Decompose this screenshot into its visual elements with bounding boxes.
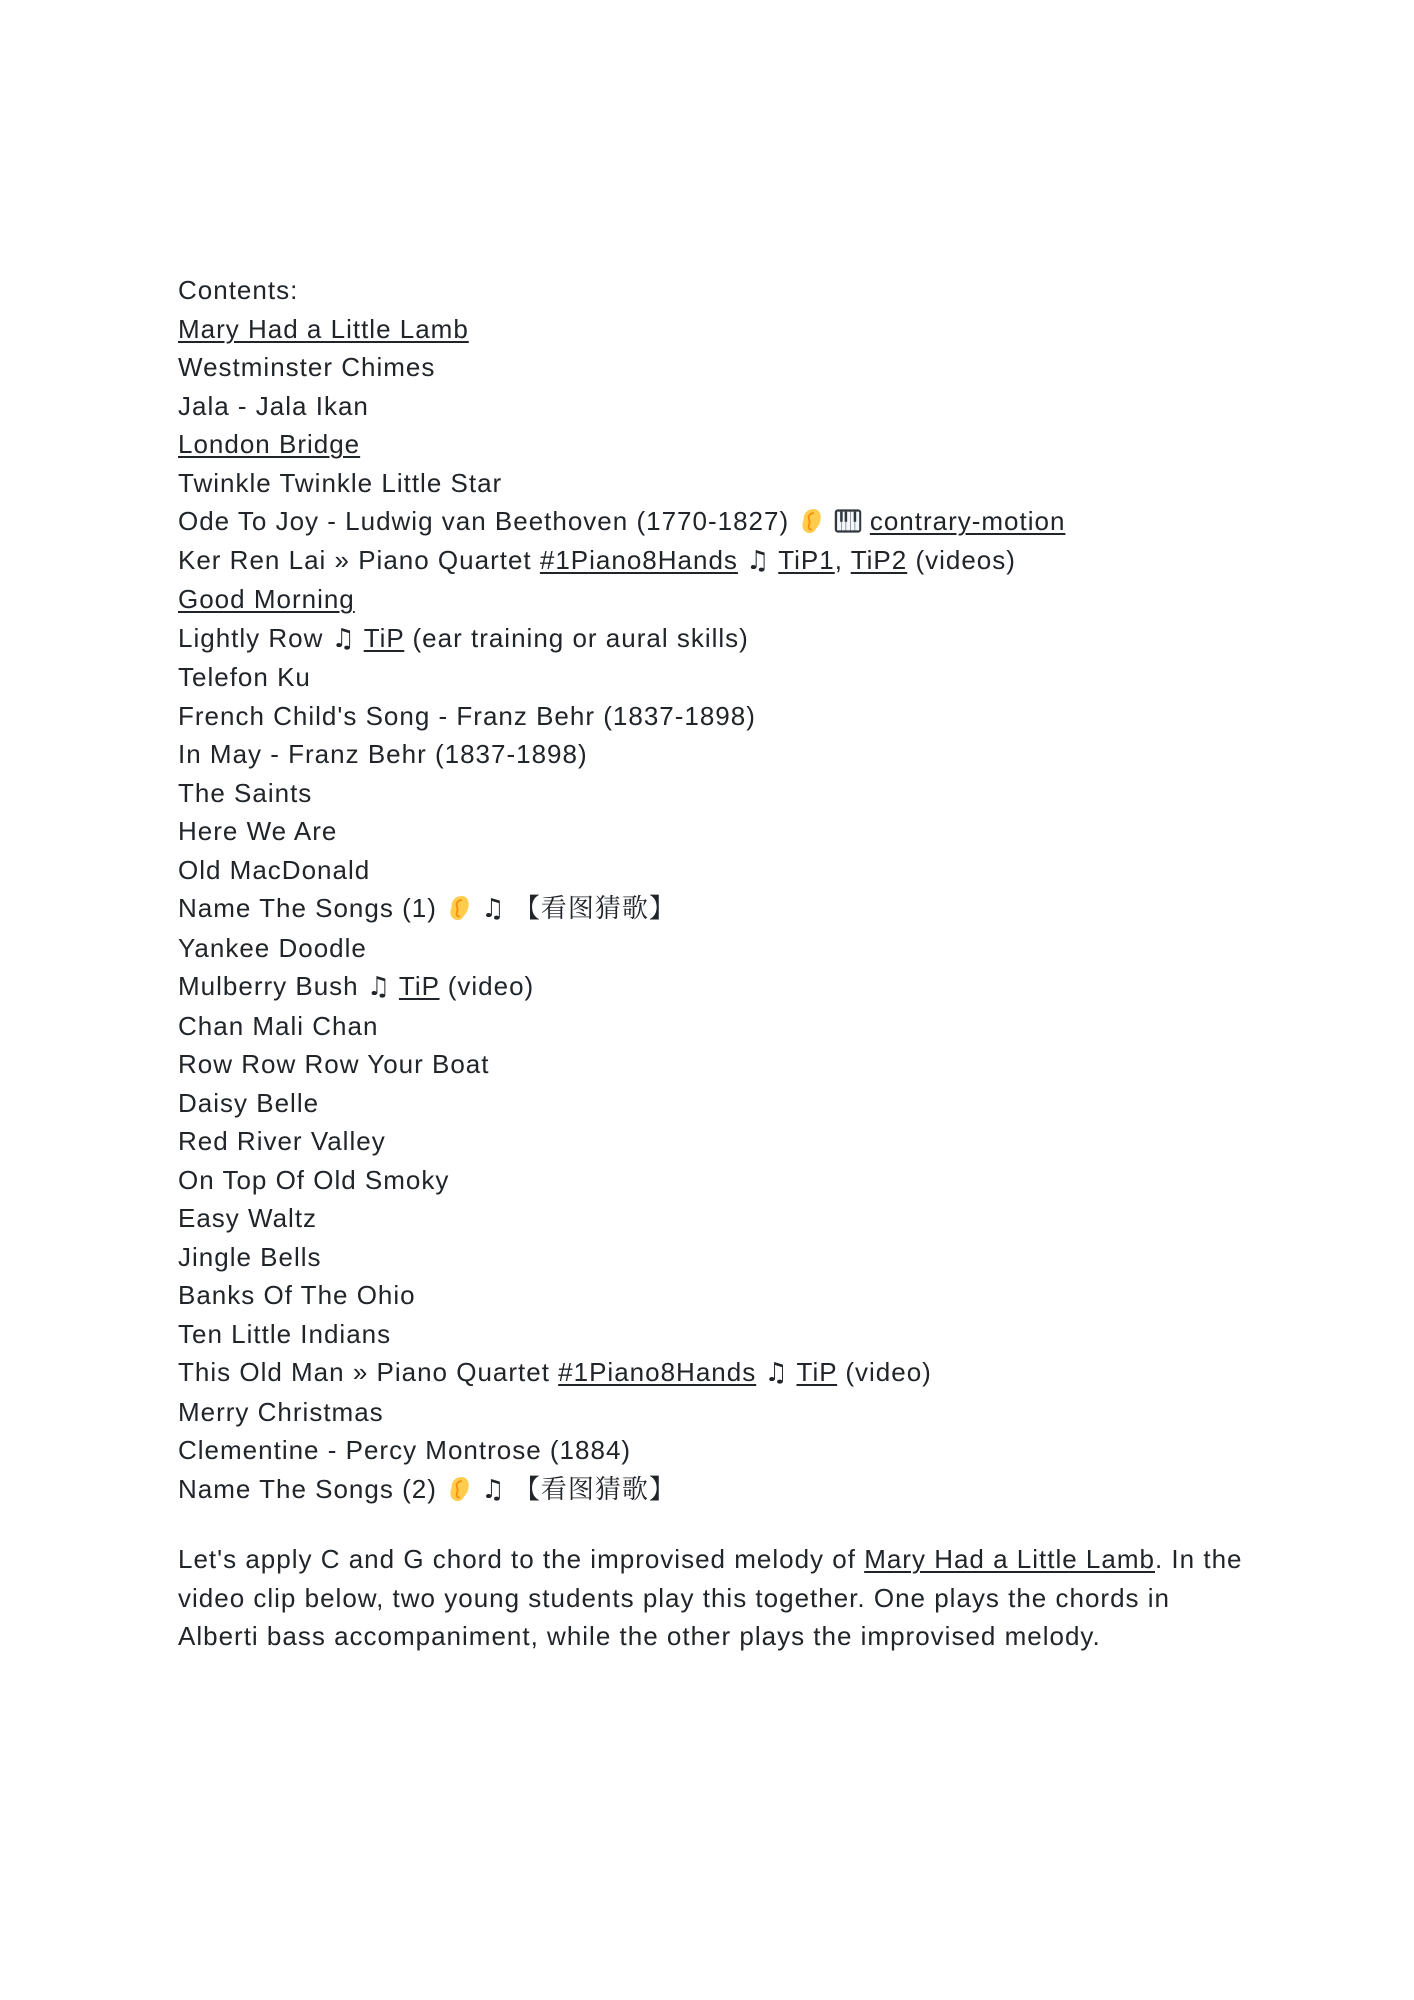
inline-link[interactable]: Good Morning — [178, 584, 355, 614]
inline-link[interactable]: London Bridge — [178, 429, 361, 459]
music-note-icon: ♫ — [331, 623, 356, 654]
list-item — [178, 387, 1256, 426]
list-item — [178, 774, 1256, 813]
inline-link[interactable]: TiP — [363, 622, 405, 653]
list-item — [178, 580, 1256, 619]
text-segment: Ode To Joy - Ludwig van Beethoven (1770-1827) — [178, 506, 798, 536]
inline-link[interactable]: TiP — [796, 1357, 838, 1387]
text-segment: Telefon Ku — [178, 662, 311, 692]
ear-icon — [797, 507, 825, 535]
list-item — [178, 1393, 1256, 1432]
text-segment — [738, 545, 746, 575]
text-segment: (video) — [837, 1357, 932, 1387]
text-segment — [391, 971, 399, 1001]
list-item — [178, 1431, 1256, 1470]
intro-paragraph — [178, 1540, 1256, 1656]
list-item — [178, 310, 1256, 349]
text-segment: (ear training or aural skills) — [404, 622, 749, 653]
text-segment: Name The Songs (1) — [178, 893, 446, 923]
music-note-icon: ♫ — [746, 545, 771, 576]
contents-list — [178, 310, 1256, 1510]
music-note-icon: ♫ — [366, 972, 392, 1002]
text-segment: Mulberry Bush — [178, 971, 367, 1001]
text-segment: Daisy Belle — [178, 1087, 320, 1118]
list-item — [178, 1045, 1256, 1084]
text-segment: Jala - Jala Ikan — [178, 390, 369, 421]
text-segment: In May - Franz Behr (1837-1898) — [178, 739, 588, 769]
list-item — [178, 1199, 1256, 1238]
text-segment: (video) — [439, 971, 535, 1001]
music-note-icon: ♫ — [481, 1474, 506, 1505]
text-segment: Westminster Chimes — [178, 352, 436, 382]
text-segment: Twinkle Twinkle Little Star — [178, 467, 503, 498]
list-item — [178, 658, 1256, 697]
text-segment: Clementine - Percy Montrose (1884) — [178, 1435, 632, 1465]
text-segment: Old MacDonald — [178, 854, 371, 885]
text-segment: Let's apply C and G chord to the improvised melody of — [178, 1544, 865, 1574]
text-segment: Ten Little Indians — [178, 1318, 392, 1349]
list-item — [178, 541, 1256, 581]
musical-keyboard-icon — [834, 507, 862, 535]
list-item — [178, 1276, 1256, 1315]
inline-link[interactable]: #1Piano8Hands — [539, 544, 738, 575]
list-item — [178, 1470, 1256, 1510]
inline-link[interactable]: TiP1 — [778, 544, 835, 575]
text-segment: French Child's Song - Franz Behr (1837-1898) — [178, 700, 756, 731]
list-item — [178, 1122, 1256, 1161]
inline-link[interactable]: TiP2 — [850, 544, 908, 575]
music-note-icon: ♫ — [481, 894, 506, 924]
inline-link[interactable]: contrary-motion — [869, 506, 1066, 536]
text-segment: 【看图猜歌】 — [505, 1473, 676, 1504]
text-segment: Here We Are — [178, 816, 338, 846]
ear-icon — [445, 894, 473, 922]
text-segment — [356, 623, 364, 653]
list-item — [178, 1353, 1256, 1393]
list-item — [178, 502, 1256, 541]
list-item — [178, 1007, 1256, 1046]
ear-icon — [445, 1475, 473, 1503]
list-item — [178, 697, 1256, 736]
text-segment: (videos) — [907, 544, 1016, 575]
list-item — [178, 425, 1256, 464]
inline-link[interactable]: TiP — [398, 971, 440, 1001]
list-item — [178, 619, 1256, 659]
list-item — [178, 1161, 1256, 1200]
text-segment: On Top Of Old Smoky — [178, 1164, 450, 1195]
text-segment: Jingle Bells — [178, 1241, 322, 1272]
list-item — [178, 889, 1256, 929]
text-segment: . In the video clip below, two young students play this together. One plays the chords in Alberti bass accompaniment, while the other plays the improvised melody. — [178, 1544, 1243, 1651]
list-item — [178, 1315, 1256, 1354]
list-item — [178, 1084, 1256, 1123]
text-segment: Yankee Doodle — [178, 932, 367, 963]
inline-link[interactable]: #1Piano8Hands — [558, 1357, 757, 1387]
text-segment: Red River Valley — [178, 1126, 386, 1156]
list-item — [178, 735, 1256, 774]
contents-heading: Contents: — [178, 275, 299, 305]
text-segment: Chan Mali Chan — [178, 1010, 379, 1041]
list-item — [178, 812, 1256, 851]
list-item — [178, 464, 1256, 503]
list-item — [178, 1238, 1256, 1277]
text-segment: , — [834, 544, 851, 575]
text-segment: Name The Songs (2) — [178, 1473, 446, 1504]
text-segment: Ker Ren Lai » Piano Quartet — [178, 544, 540, 575]
text-segment — [789, 1357, 797, 1387]
inline-link[interactable]: Mary Had a Little Lamb — [178, 313, 469, 344]
inline-link[interactable]: Mary Had a Little Lamb — [864, 1544, 1155, 1574]
list-item — [178, 929, 1256, 968]
text-segment: Lightly Row — [178, 622, 332, 653]
music-note-icon: ♫ — [764, 1358, 789, 1388]
text-segment: 【看图猜歌】 — [505, 893, 676, 923]
list-item — [178, 348, 1256, 387]
text-segment: Banks Of The Ohio — [178, 1280, 416, 1310]
text-segment: This Old Man » Piano Quartet — [178, 1357, 559, 1387]
list-item — [178, 967, 1256, 1007]
text-segment: Merry Christmas — [178, 1396, 384, 1427]
text-segment: The Saints — [178, 777, 313, 808]
list-item — [178, 851, 1256, 890]
text-segment: Row Row Row Your Boat — [178, 1049, 490, 1079]
contents-section — [178, 271, 1256, 1656]
text-segment: Easy Waltz — [178, 1203, 318, 1233]
